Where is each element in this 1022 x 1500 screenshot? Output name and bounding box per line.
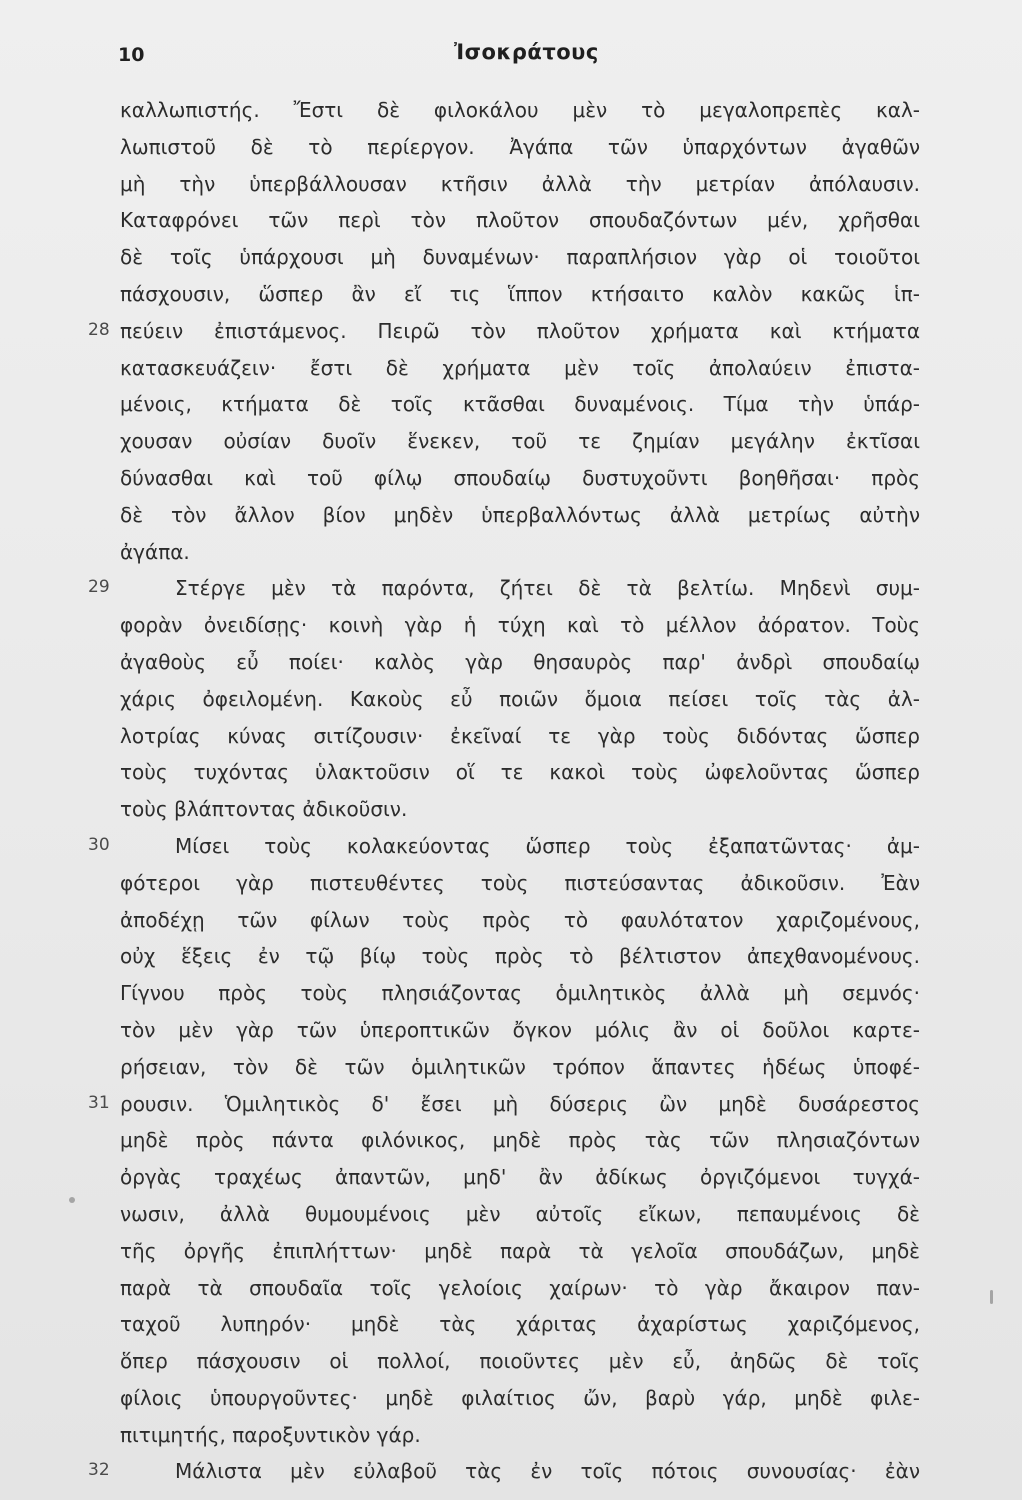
line-text: φότεροι γὰρ πιστευθέντες τοὺς πιστεύσαντας ἀδικοῦσιν. Ἐὰν [120,870,920,895]
line-text: ἀγάπα. [120,539,190,564]
text-line [0,828,1022,865]
line-text: ρουσιν. Ὁμιλητικὸς δ' ἔσει μὴ δύσερις ὢν μηδὲ δυσάρεστος [120,1091,920,1116]
line-text: ἀποδέχῃ τῶν φίλων τοὺς πρὸς τὸ φαυλότατον χαριζομένους, [120,907,920,932]
text-line [0,791,1022,828]
line-text: Μίσει τοὺς κολακεύοντας ὥσπερ τοὺς ἐξαπατῶντας· ἀμ- [175,833,920,858]
text-line [0,497,1022,534]
text-line [0,202,1022,239]
section-number: 30 [88,834,110,855]
line-text: ὀργὰς τραχέως ἀπαντῶν, μηδ' ἂν ἀδίκως ὀργιζόμενοι τυγχά- [120,1165,920,1190]
line-text: λοτρίας κύνας σιτίζουσιν· ἐκεῖναί τε γὰρ τοὺς διδόντας ὥσπερ [120,723,920,748]
line-text: κατασκευάζειν· ἔστι δὲ χρήματα μὲν τοῖς ἀπολαύειν ἐπιστα- [120,355,920,380]
line-text: τῆς ὀργῆς ἐπιπλήττων· μηδὲ παρὰ τὰ γελοῖα σπουδάζων, μηδὲ [120,1238,920,1263]
section-number: 28 [88,319,110,340]
text-line [0,276,1022,313]
line-text: μὴ τὴν ὑπερβάλλουσαν κτῆσιν ἀλλὰ τὴν μετρίαν ἀπόλαυσιν. [120,171,920,196]
line-text: χουσαν οὐσίαν δυοῖν ἕνεκεν, τοῦ τε ζημίαν μεγάλην ἐκτῖσαι [120,429,920,454]
line-text: παρὰ τὰ σπουδαῖα τοῖς γελοίοις χαίρων· τὸ γὰρ ἄκαιρον παν- [120,1275,920,1300]
line-text: λωπιστοῦ δὲ τὸ περίεργον. Ἀγάπα τῶν ὑπαρχόντων ἀγαθῶν [120,134,920,159]
line-text: πάσχουσιν, ὥσπερ ἂν εἴ τις ἵππον κτήσαιτο καλὸν κακῶς ἱπ- [120,281,920,306]
text-line [0,239,1022,276]
line-text: δὲ τὸν ἄλλον βίον μηδὲν ὑπερβαλλόντως ἀλλὰ μετρίως αὐτὴν [120,502,920,527]
text-line [0,166,1022,203]
line-text: δὲ τοῖς ὑπάρχουσι μὴ δυναμένων· παραπλήσιον γὰρ οἱ τοιοῦτοι [120,245,920,270]
line-text: πεύειν ἐπιστάμενος. Πειρῶ τὸν πλοῦτον χρήματα καὶ κτήματα [120,318,920,343]
line-text: τοὺς βλάπτοντας ἀδικοῦσιν. [120,797,408,822]
text-line [0,718,1022,755]
text-line [0,1196,1022,1233]
line-text: τὸν μὲν γὰρ τῶν ὑπεροπτικῶν ὄγκον μόλις ἂν οἱ δοῦλοι καρτε- [120,1017,920,1042]
text-line [0,607,1022,644]
line-text: ὅπερ πάσχουσιν οἱ πολλοί, ποιοῦντες μὲν εὖ, ἀηδῶς δὲ τοῖς [120,1349,920,1374]
line-text: πιτιμητής, παροξυντικὸν γάρ. [120,1422,421,1447]
line-text: μηδὲ πρὸς πάντα φιλόνικος, μηδὲ πρὸς τὰς τῶν πλησιαζόντων [120,1128,920,1153]
line-text: οὐχ ἕξεις ἐν τῷ βίῳ τοὺς πρὸς τὸ βέλτιστον ἀπεχθανομένους. [120,944,920,969]
running-head: Ἰσοκράτους [454,40,599,64]
text-line [0,1233,1022,1270]
scan-speck [990,1290,993,1304]
text-line [0,534,1022,571]
line-text: μένοις, κτήματα δὲ τοῖς κτᾶσθαι δυναμένοις. Τίμα τὴν ὑπάρ- [120,392,920,417]
text-line [0,1417,1022,1454]
line-text: φίλοις ὑπουργοῦντες· μηδὲ φιλαίτιος ὤν, βαρὺ γάρ, μηδὲ φιλε- [120,1385,920,1410]
text-line [0,644,1022,681]
line-text: δύνασθαι καὶ τοῦ φίλῳ σπουδαίῳ δυστυχοῦντι βοηθῆσαι· πρὸς [120,465,920,490]
line-text: νωσιν, ἀλλὰ θυμουμένοις μὲν αὐτοῖς εἴκων, πεπαυμένοις δὲ [120,1201,920,1226]
text-line [0,350,1022,387]
text-line [0,975,1022,1012]
line-text: τοὺς τυχόντας ὑλακτοῦσιν οἵ τε κακοὶ τοὺς ὠφελοῦντας ὥσπερ [120,760,920,785]
text-line [0,1049,1022,1086]
page-number: 10 [118,44,145,66]
text-line [0,1159,1022,1196]
text-line [0,386,1022,423]
line-text: ἀγαθοὺς εὖ ποίει· καλὸς γὰρ θησαυρὸς παρ' ἀνδρὶ σπουδαίῳ [120,649,920,674]
line-text: Στέργε μὲν τὰ παρόντα, ζήτει δὲ τὰ βελτίω. Μηδενὶ συμ- [175,576,920,601]
line-text: καλλωπιστής. Ἔστι δὲ φιλοκάλου μὲν τὸ μεγαλοπρεπὲς καλ- [120,98,920,122]
text-line [0,902,1022,939]
text-line [0,570,1022,607]
line-text: χάρις ὀφειλομένη. Κακοὺς εὖ ποιῶν ὅμοια πείσει τοῖς τὰς ἀλ- [120,686,920,711]
page-header [0,38,1022,72]
text-line [0,865,1022,902]
text-line [0,754,1022,791]
section-number: 32 [88,1460,110,1481]
line-text: Μάλιστα μὲν εὐλαβοῦ τὰς ἐν τοῖς πότοις συνουσίας· ἐὰν [175,1459,920,1484]
line-text: Γίγνου πρὸς τοὺς πλησιάζοντας ὁμιλητικὸς ἀλλὰ μὴ σεμνός· [120,981,920,1006]
section-number: 31 [88,1092,110,1113]
scan-speck [69,1197,75,1203]
body-text [0,92,1022,1490]
line-text: ταχοῦ λυπηρόν· μηδὲ τὰς χάριτας ἀχαρίστως χαριζόμενος, [120,1312,920,1337]
text-line [0,1270,1022,1307]
text-line [0,1122,1022,1159]
text-line [0,423,1022,460]
line-text: Καταφρόνει τῶν περὶ τὸν πλοῦτον σπουδαζόντων μέν, χρῆσθαι [120,208,920,233]
text-line [0,1453,1022,1490]
text-line [0,460,1022,497]
text-line [0,681,1022,718]
text-line [0,938,1022,975]
line-text: φορὰν ὀνειδίσῃς· κοινὴ γὰρ ἡ τύχη καὶ τὸ μέλλον ἀόρατον. Τοὺς [120,613,920,638]
line-text: ρήσειαν, τὸν δὲ τῶν ὁμιλητικῶν τρόπον ἅπαντες ἡδέως ὑποφέ- [120,1054,920,1079]
text-line [0,129,1022,166]
text-line [0,1343,1022,1380]
text-line [0,92,1022,129]
text-line [0,1086,1022,1123]
text-line [0,313,1022,350]
text-line [0,1380,1022,1417]
text-line [0,1306,1022,1343]
section-number: 29 [88,577,110,598]
text-line [0,1012,1022,1049]
